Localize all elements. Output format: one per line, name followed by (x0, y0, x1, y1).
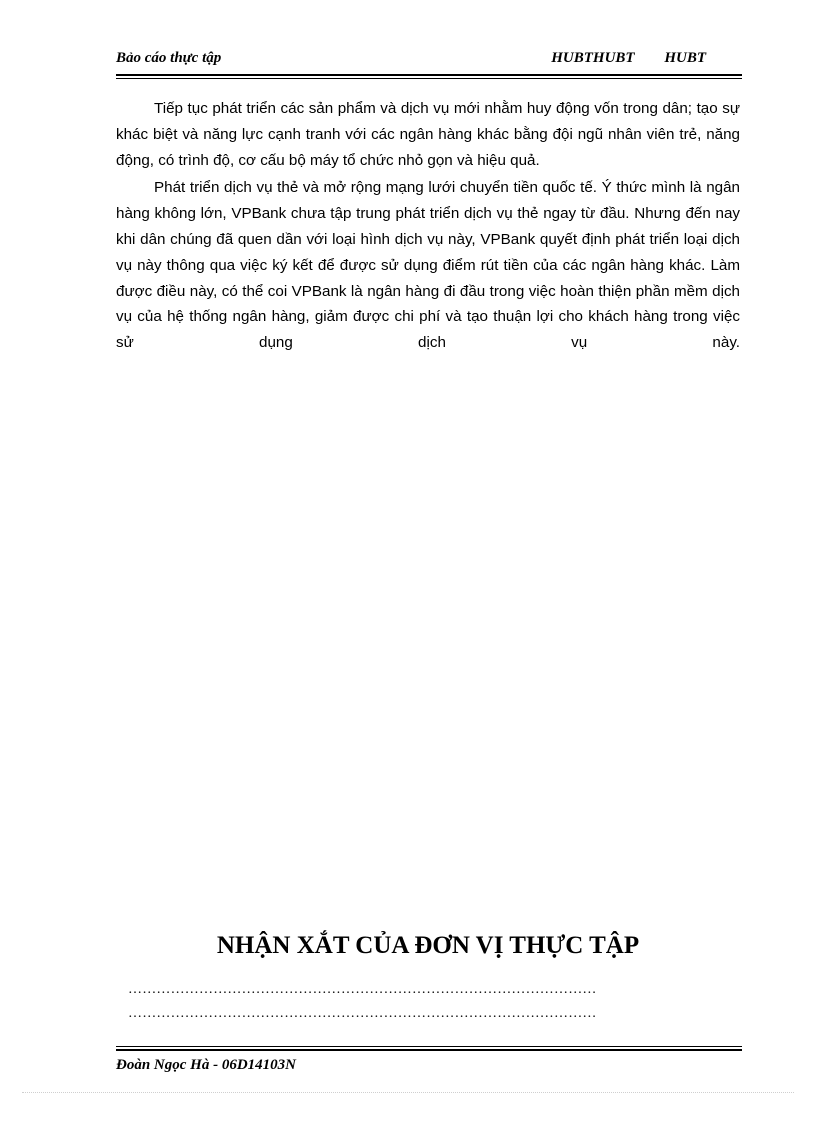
footer-author: Đoàn Ngọc Hà - 06D14103N (116, 1057, 296, 1073)
body-text (116, 96, 740, 358)
comment-line-1: ……………………………………………………………………………………… (128, 982, 597, 997)
footer-rule-top (116, 1046, 742, 1047)
paragraph-2: Phát triển dịch vụ thẻ và mở rộng mạng lưới chuyển tiền quốc tế. Ý thức mình là ngân hàng không lớn, VPBank chưa tập trung phát triển dịch vụ thẻ ngay từ đầu. Nhưng đến nay khi dân chúng đã quen dần với loại hình dịch vụ này, VPBank quyết định phát triển loại dịch vụ này thông qua việc ký kết để được sử dụng điểm rút tiền của các ngân hàng khác. Làm được điều này, có thể coi VPBank là ngân hàng đi đầu trong việc hoàn thiện phần mềm dịch vụ của hệ thống ngân hàng, giảm được chi phí và tạo thuận lợi cho khách hàng trong việc sử dụng dịch vụ này. (116, 179, 740, 352)
header-rule-bottom (116, 78, 742, 79)
footer-rule-bottom (116, 1049, 742, 1051)
comment-section-title: NHẬN XẮT CỦA ĐƠN VỊ THỰC TẬP (216, 932, 640, 959)
header-title: Bảo cáo thực tập (116, 50, 222, 66)
comment-line-2: ……………………………………………………………………………………… (128, 1006, 597, 1021)
header-rule-top (116, 74, 742, 76)
header-school: HUBTHUBT HUBT (551, 50, 706, 66)
page-edge (22, 1092, 794, 1093)
paragraph-1: Tiếp tục phát triển các sản phẩm và dịch vụ mới nhằm huy động vốn trong dân; tạo sự khác biệt và năng lực cạnh tranh với các ngân hàng khác bằng đội ngũ nhân viên trẻ, năng động, có trình độ, cơ cấu bộ máy tổ chức nhỏ gọn và hiệu quả. (116, 100, 740, 169)
page-header (116, 48, 742, 72)
